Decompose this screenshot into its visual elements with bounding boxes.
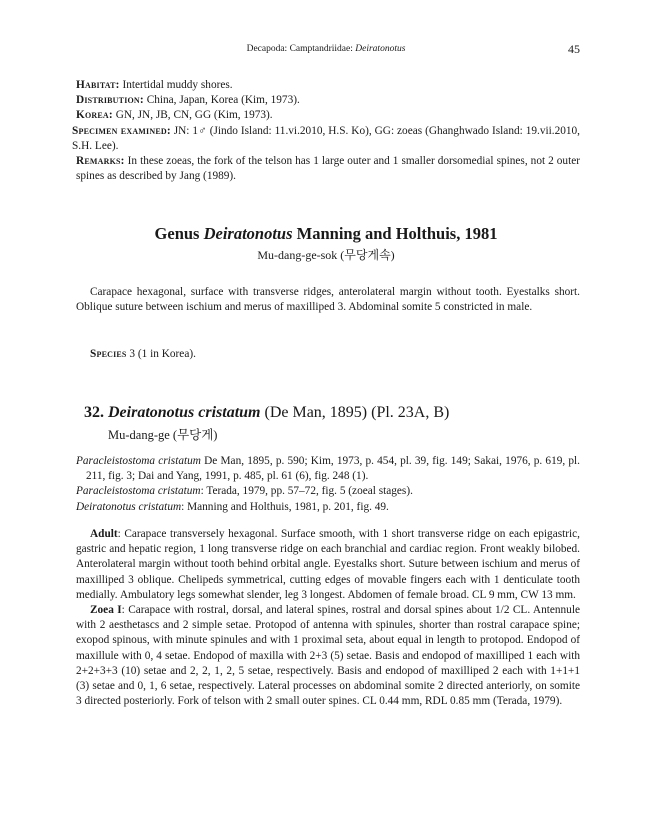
- zoea-description: [76, 603, 580, 709]
- korea-text: GN, JN, JB, CN, GG (Kim, 1973).: [112, 109, 273, 122]
- running-head: [0, 44, 652, 54]
- habitat-text: Intertidal muddy shores.: [119, 79, 233, 91]
- adult-description: [76, 527, 580, 603]
- running-head-title: [247, 44, 406, 54]
- running-head-prefix: Decapoda: Camptandriidae:: [246, 44, 356, 54]
- zoea-text: : Carapace with rostral, dorsal, and lateral spines, rostral and dorsal spines about 1/2 CL. Antennule with 2 aesthetascs and 2 simple setae. Protopod of antenna with spinules, shorter than rostral carapace spine; exopod spinous, with minute spinules and with 1 proximal seta, about equal in length to protopod. Endopod of maxillule with 0, 4 setae. Endopod of maxilla with 2+3 (5) setae. Basis and endopod of maxilliped 1 each with 2+2+3+3 (10) setae and 2, 2, 1, 2, 5 setae, respectively. Basis and endopod of maxilliped 2 each with 1+1+1 (3) setae and 0, 1, 6 setae, respectively. Lateral processes on abdominal somite 2 directed anteriorly, on somite 3 directed posteriorly. Fork of telson with 2 small outer spines. CL 0.44 mm, RDL 0.85 mm (Terada, 1979).: [76, 604, 580, 708]
- species-authority: (De Man, 1895) (Pl. 23A, B): [260, 404, 450, 421]
- adult-label: Adult: [90, 528, 118, 540]
- zoea-label: Zoea I: [90, 604, 122, 617]
- species-label: Species: [90, 348, 127, 360]
- species-korean-name: Mu-dang-ge (무당게): [108, 428, 218, 442]
- synonym-refs: : Manning and Holthuis, 1981, p. 201, fig. 49.: [181, 500, 389, 513]
- korea-label: Korea:: [76, 109, 113, 122]
- synonym-taxon: Deiratonotus cristatum: [76, 500, 182, 513]
- genus-title: [0, 224, 652, 244]
- genus-description-block: [76, 285, 580, 315]
- habitat-line: [76, 78, 580, 93]
- remarks-text: In these zoeas, the fork of the telson has 1 large outer and 1 smaller dorsomedial spines, not 2 outer spines as described by Jang (1989).: [76, 155, 580, 183]
- page-number: 45: [568, 42, 580, 56]
- synonymy-entry: [76, 454, 580, 484]
- genus-korean-name: Mu-dang-ge-sok (무당게속): [257, 248, 395, 262]
- habitat-label: Habitat:: [76, 79, 120, 91]
- description-block: [76, 527, 580, 709]
- species-heading: [84, 404, 449, 422]
- synonymy-entry: [76, 500, 580, 515]
- synonym-taxon: Paracleistostoma cristatum: [76, 485, 201, 498]
- species-count-line: [76, 347, 580, 362]
- adult-text: : Carapace transversely hexagonal. Surface smooth, with 1 short transverse ridge on each epigastric, gastric and hepatic region, 1 long transverse ridge on each branchial and cardiac region. Front weakly bilobed. Anterolateral margin without tooth behind orbital angle. Eyestalks short. Suture between ischium and merus of maxilliped 3 oblique. Chelipeds symmetrical, cutting edges of movable fingers each with 1 denticulate tooth medially. Ambulatory legs somewhat slender, leg 3 longest. Abdomen of female broad. CL 9 mm, CW 13 mm.: [76, 528, 580, 601]
- distribution-text: China, Japan, Korea (Kim, 1973).: [143, 94, 300, 107]
- synonymy-entry: [76, 484, 580, 499]
- remarks-label: Remarks:: [76, 155, 125, 168]
- synonymy-block: [76, 454, 580, 515]
- genus-prefix: Genus: [154, 224, 204, 243]
- species-name: Deiratonotus cristatum: [108, 404, 261, 421]
- species-number: 32.: [84, 404, 104, 421]
- distribution-line: [76, 93, 580, 108]
- distribution-label: Distribution:: [76, 94, 144, 107]
- species-info-block: [72, 78, 580, 184]
- genus-description: Carapace hexagonal, surface with transverse ridges, anterolateral margin without tooth. Eyestalks short. Oblique suture between ischium and merus of maxilliped 3. Abdominal somite 5 constricted in male.: [76, 286, 580, 314]
- synonym-taxon: Paracleistostoma cristatum: [76, 455, 201, 467]
- synonym-refs: De Man, 1895, p. 590; Kim, 1973, p. 454, pl. 39, fig. 149; Sakai, 1976, p. 619, pl. 211, fig. 3; Dai and Yang, 1991, p. 485, pl. 61 (6), fig. 248 (1).: [86, 455, 581, 483]
- korea-line: [76, 108, 580, 123]
- synonym-refs: : Terada, 1979, pp. 57–72, fig. 5 (zoeal stages).: [200, 485, 413, 498]
- remarks-line: [76, 154, 580, 184]
- genus-name: Deiratonotus: [203, 224, 293, 243]
- specimen-label: Specimen examined:: [72, 124, 171, 137]
- species-count-text: 3 (1 in Korea).: [126, 348, 196, 360]
- genus-authority: Manning and Holthuis, 1981: [292, 224, 498, 243]
- specimen-line: [72, 124, 580, 154]
- specimen-text: JN: 1♂ (Jindo Island: 11.vi.2010, H.S. Ko), GG: zoeas (Ghanghwado Island: 19.vii.2010, S.H. Lee).: [72, 124, 580, 152]
- running-head-genus: Deiratonotus: [355, 44, 406, 54]
- species-count-block: [76, 347, 580, 362]
